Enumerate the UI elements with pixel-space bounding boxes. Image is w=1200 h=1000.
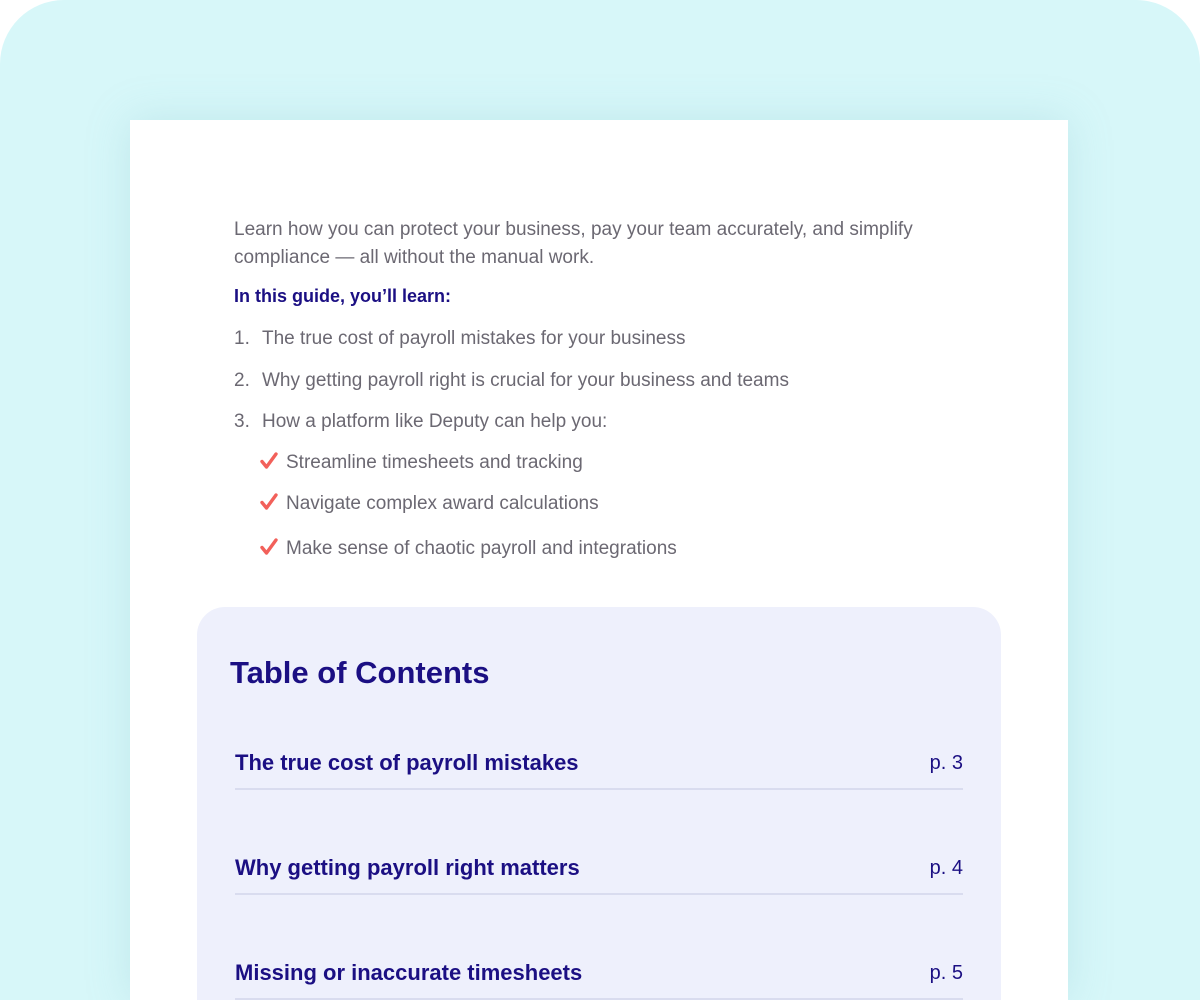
toc-entry-title: Why getting payroll right matters <box>235 855 580 880</box>
numbered-list-item <box>234 328 685 350</box>
check-item-text: Streamline timesheets and tracking <box>286 452 583 473</box>
checkmark-icon <box>260 493 278 511</box>
toc-entry-page: p. 3 <box>929 752 963 774</box>
list-number: 3. <box>234 411 250 432</box>
toc-entry-title: The true cost of payroll mistakes <box>235 750 579 775</box>
table-of-contents <box>197 607 1001 1000</box>
list-item-text: The true cost of payroll mistakes for your business <box>262 328 686 349</box>
document-page <box>130 120 1068 1000</box>
list-number: 1. <box>234 328 250 349</box>
checkmark-icon <box>260 452 278 470</box>
list-item-text: Why getting payroll right is crucial for your business and teams <box>262 370 789 391</box>
guide-heading: In this guide, you’ll learn: <box>234 286 452 306</box>
toc-entry[interactable] <box>235 843 963 895</box>
list-item-text: How a platform like Deputy can help you: <box>262 411 608 432</box>
toc-entry-page: p. 4 <box>929 857 963 879</box>
checkmark-icon <box>260 538 278 556</box>
list-number: 2. <box>234 370 250 391</box>
check-item-text: Make sense of chaotic payroll and integrations <box>286 538 677 559</box>
toc-entry-page: p. 5 <box>929 962 963 984</box>
numbered-list-item <box>234 370 789 392</box>
toc-title: Table of Contents <box>230 655 490 690</box>
toc-entry-title: Missing or inaccurate timesheets <box>235 960 583 985</box>
intro-paragraph: Learn how you can protect your business, pay your team accurately, and simplify compliance — all without the manual work. <box>234 219 913 268</box>
check-item-text: Navigate complex award calculations <box>286 493 599 514</box>
numbered-list-item <box>234 411 607 433</box>
toc-entry[interactable] <box>235 738 963 790</box>
check-list-item <box>260 493 599 515</box>
check-list-item <box>260 452 583 474</box>
toc-entry[interactable] <box>235 948 963 1000</box>
check-list-item <box>260 538 677 560</box>
